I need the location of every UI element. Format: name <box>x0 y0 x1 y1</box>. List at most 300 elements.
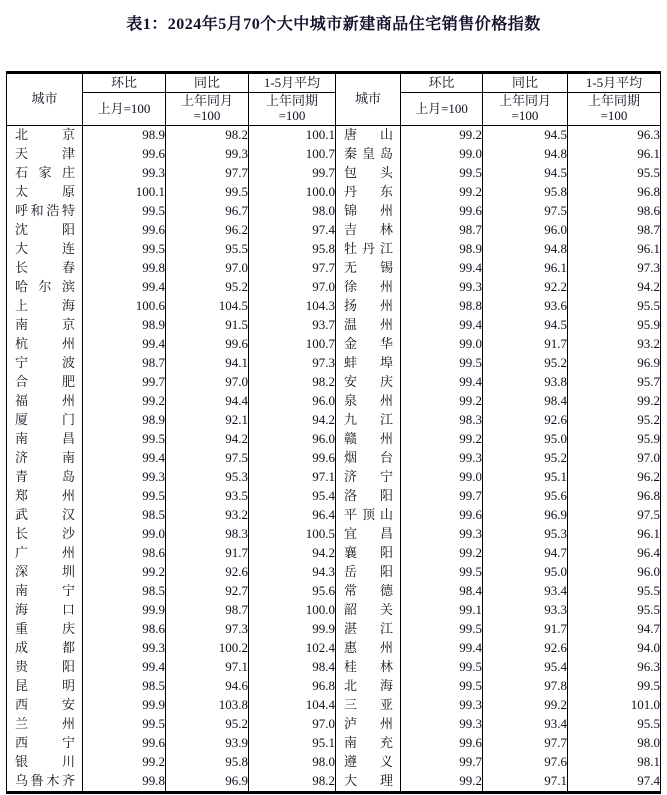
table-row <box>7 411 661 430</box>
mom-value-left: 98.9 <box>83 316 166 335</box>
city-cell-left <box>7 240 83 259</box>
yoy-value-right: 94.5 <box>483 316 568 335</box>
yoy-value-left: 95.2 <box>166 278 249 297</box>
yoy-value-right: 92.2 <box>483 278 568 297</box>
yoy-value-right: 95.0 <box>483 430 568 449</box>
mom-value-left: 99.3 <box>83 468 166 487</box>
mom-value-right: 99.0 <box>401 468 483 487</box>
yoy-value-left: 92.6 <box>166 563 249 582</box>
avg-value-right: 97.0 <box>568 449 661 468</box>
city-cell-left <box>7 506 83 525</box>
mom-value-left: 99.5 <box>83 240 166 259</box>
mom-value-left: 100.1 <box>83 183 166 202</box>
table-row <box>7 335 661 354</box>
avg-value-left: 98.0 <box>249 202 336 221</box>
table-row <box>7 183 661 202</box>
table-row <box>7 772 661 793</box>
city-name: 天 津 <box>15 146 75 162</box>
table-row <box>7 316 661 335</box>
mom-value-left: 98.5 <box>83 582 166 601</box>
mom-value-right: 99.5 <box>401 677 483 696</box>
city-cell-right <box>336 221 401 240</box>
mom-value-right: 99.3 <box>401 696 483 715</box>
city-cell-right <box>336 772 401 793</box>
city-cell-left <box>7 411 83 430</box>
table-row <box>7 240 661 259</box>
yoy-value-right: 94.5 <box>483 164 568 183</box>
mom-value-right: 99.6 <box>401 734 483 753</box>
mom-value-left: 99.6 <box>83 145 166 164</box>
avg-value-right: 96.3 <box>568 658 661 677</box>
mom-value-right: 99.6 <box>401 506 483 525</box>
table-row <box>7 563 661 582</box>
avg-value-left: 94.2 <box>249 411 336 430</box>
city-cell-left <box>7 354 83 373</box>
yoy-value-left: 93.9 <box>166 734 249 753</box>
city-name: 成 都 <box>15 640 75 656</box>
city-name: 福 州 <box>15 393 75 409</box>
yoy-value-right: 93.3 <box>483 601 568 620</box>
yoy-value-left: 95.8 <box>166 753 249 772</box>
city-name: 秦 皇 岛 <box>344 146 393 162</box>
city-name: 长 春 <box>15 260 75 276</box>
city-cell-right <box>336 411 401 430</box>
yoy-value-left: 92.7 <box>166 582 249 601</box>
city-cell-left <box>7 430 83 449</box>
city-name: 银 川 <box>15 754 75 770</box>
table-row <box>7 259 661 278</box>
avg-value-left: 98.4 <box>249 658 336 677</box>
avg-value-left: 95.4 <box>249 487 336 506</box>
city-name: 岳 阳 <box>344 564 393 580</box>
city-name: 赣 州 <box>344 431 393 447</box>
table-row <box>7 506 661 525</box>
avg-value-right: 95.5 <box>568 582 661 601</box>
city-cell-right <box>336 183 401 202</box>
city-cell-right <box>336 373 401 392</box>
city-cell-left <box>7 525 83 544</box>
city-cell-left <box>7 658 83 677</box>
city-cell-left <box>7 316 83 335</box>
avg-value-right: 95.2 <box>568 411 661 430</box>
yoy-value-right: 95.3 <box>483 525 568 544</box>
table-row <box>7 297 661 316</box>
yoy-value-right: 97.6 <box>483 753 568 772</box>
table-row <box>7 449 661 468</box>
city-cell-left <box>7 620 83 639</box>
mom-value-left: 99.3 <box>83 164 166 183</box>
avg-value-right: 96.1 <box>568 145 661 164</box>
city-cell-right <box>336 468 401 487</box>
city-cell-right <box>336 240 401 259</box>
yoy-value-left: 94.6 <box>166 677 249 696</box>
mom-value-right: 99.6 <box>401 202 483 221</box>
avg-value-right: 95.9 <box>568 430 661 449</box>
mom-value-right: 99.4 <box>401 639 483 658</box>
yoy-value-left: 98.7 <box>166 601 249 620</box>
city-cell-left <box>7 202 83 221</box>
mom-value-left: 99.5 <box>83 430 166 449</box>
city-name: 三 亚 <box>344 697 393 713</box>
city-name: 湛 江 <box>344 621 393 637</box>
avg-value-left: 94.3 <box>249 563 336 582</box>
avg-value-right: 99.2 <box>568 392 661 411</box>
avg-value-right: 94.2 <box>568 278 661 297</box>
avg-value-left: 96.0 <box>249 430 336 449</box>
yoy-value-left: 94.1 <box>166 354 249 373</box>
mom-value-right: 99.3 <box>401 525 483 544</box>
mom-value-right: 99.3 <box>401 715 483 734</box>
city-cell-left <box>7 335 83 354</box>
city-cell-right <box>336 696 401 715</box>
table-row <box>7 734 661 753</box>
city-name: 温 州 <box>344 317 393 333</box>
city-cell-left <box>7 715 83 734</box>
city-cell-right <box>336 639 401 658</box>
city-name: 深 圳 <box>15 564 75 580</box>
city-cell-left <box>7 373 83 392</box>
city-cell-left <box>7 639 83 658</box>
header-yoy-base-right: 上年同月 =100 <box>483 93 568 126</box>
table-row <box>7 278 661 297</box>
city-name: 青 岛 <box>15 469 75 485</box>
header-yoy-left: 同比 <box>166 73 249 93</box>
avg-value-right: 95.5 <box>568 297 661 316</box>
header-mom-base-left: 上月=100 <box>83 93 166 126</box>
city-cell-right <box>336 316 401 335</box>
city-cell-right <box>336 601 401 620</box>
table-row <box>7 430 661 449</box>
table-row <box>7 677 661 696</box>
city-cell-right <box>336 164 401 183</box>
city-name: 大 理 <box>344 773 393 789</box>
city-name: 吉 林 <box>344 222 393 238</box>
avg-value-right: 93.2 <box>568 335 661 354</box>
yoy-value-right: 98.4 <box>483 392 568 411</box>
city-name: 广 州 <box>15 545 75 561</box>
avg-value-left: 98.2 <box>249 772 336 793</box>
yoy-value-left: 99.3 <box>166 145 249 164</box>
city-name: 金 华 <box>344 336 393 352</box>
city-cell-right <box>336 715 401 734</box>
yoy-value-right: 92.6 <box>483 411 568 430</box>
avg-value-left: 104.4 <box>249 696 336 715</box>
avg-value-right: 95.9 <box>568 316 661 335</box>
mom-value-right: 99.5 <box>401 658 483 677</box>
city-cell-left <box>7 544 83 563</box>
city-name: 安 庆 <box>344 374 393 390</box>
yoy-value-right: 94.5 <box>483 126 568 146</box>
mom-value-right: 99.2 <box>401 544 483 563</box>
city-cell-left <box>7 601 83 620</box>
mom-value-right: 99.2 <box>401 126 483 146</box>
city-cell-left <box>7 677 83 696</box>
header-yoy-base-left: 上年同月 =100 <box>166 93 249 126</box>
city-name: 长 沙 <box>15 526 75 542</box>
yoy-value-left: 103.8 <box>166 696 249 715</box>
mom-value-right: 99.7 <box>401 753 483 772</box>
city-name: 蚌 埠 <box>344 355 393 371</box>
mom-value-right: 99.1 <box>401 601 483 620</box>
city-name: 韶 关 <box>344 602 393 618</box>
yoy-value-right: 94.7 <box>483 544 568 563</box>
avg-value-left: 98.0 <box>249 753 336 772</box>
yoy-value-left: 92.1 <box>166 411 249 430</box>
avg-value-right: 101.0 <box>568 696 661 715</box>
table-row <box>7 202 661 221</box>
avg-value-right: 97.5 <box>568 506 661 525</box>
yoy-value-left: 93.2 <box>166 506 249 525</box>
yoy-value-left: 95.2 <box>166 715 249 734</box>
mom-value-right: 99.5 <box>401 164 483 183</box>
yoy-value-left: 100.2 <box>166 639 249 658</box>
yoy-value-right: 95.1 <box>483 468 568 487</box>
avg-value-right: 96.4 <box>568 544 661 563</box>
yoy-value-left: 96.9 <box>166 772 249 793</box>
city-cell-right <box>336 677 401 696</box>
city-cell-right <box>336 145 401 164</box>
avg-value-left: 93.7 <box>249 316 336 335</box>
mom-value-left: 99.2 <box>83 753 166 772</box>
avg-value-right: 98.7 <box>568 221 661 240</box>
table-row <box>7 715 661 734</box>
city-cell-left <box>7 449 83 468</box>
city-cell-right <box>336 563 401 582</box>
mom-value-right: 99.2 <box>401 430 483 449</box>
city-name: 西 宁 <box>15 735 75 751</box>
city-cell-left <box>7 297 83 316</box>
table-row <box>7 696 661 715</box>
mom-value-right: 98.4 <box>401 582 483 601</box>
city-cell-left <box>7 487 83 506</box>
city-cell-left <box>7 582 83 601</box>
city-cell-right <box>336 449 401 468</box>
yoy-value-right: 93.4 <box>483 582 568 601</box>
city-name: 徐 州 <box>344 279 393 295</box>
city-name: 沈 阳 <box>15 222 75 238</box>
city-cell-right <box>336 658 401 677</box>
table-row <box>7 639 661 658</box>
city-cell-right <box>336 354 401 373</box>
avg-value-left: 97.4 <box>249 221 336 240</box>
yoy-value-right: 95.8 <box>483 183 568 202</box>
avg-value-left: 97.7 <box>249 259 336 278</box>
avg-value-right: 95.5 <box>568 715 661 734</box>
city-name: 西 安 <box>15 697 75 713</box>
avg-value-right: 99.5 <box>568 677 661 696</box>
avg-value-right: 94.0 <box>568 639 661 658</box>
yoy-value-right: 97.5 <box>483 202 568 221</box>
city-name: 九 江 <box>344 412 393 428</box>
avg-value-left: 98.2 <box>249 373 336 392</box>
yoy-value-right: 96.1 <box>483 259 568 278</box>
avg-value-right: 98.1 <box>568 753 661 772</box>
mom-value-right: 99.4 <box>401 259 483 278</box>
header-mom-left: 环比 <box>83 73 166 93</box>
city-cell-left <box>7 734 83 753</box>
mom-value-left: 99.5 <box>83 715 166 734</box>
mom-value-left: 98.5 <box>83 506 166 525</box>
table-row <box>7 487 661 506</box>
city-cell-right <box>336 430 401 449</box>
mom-value-left: 99.4 <box>83 278 166 297</box>
yoy-value-left: 94.2 <box>166 430 249 449</box>
city-name: 昆 明 <box>15 678 75 694</box>
table-row <box>7 126 661 146</box>
yoy-value-right: 97.1 <box>483 772 568 793</box>
avg-value-right: 94.7 <box>568 620 661 639</box>
avg-value-right: 96.8 <box>568 487 661 506</box>
yoy-value-left: 91.5 <box>166 316 249 335</box>
city-cell-left <box>7 468 83 487</box>
city-cell-right <box>336 506 401 525</box>
city-cell-right <box>336 335 401 354</box>
yoy-value-left: 96.7 <box>166 202 249 221</box>
city-name: 泉 州 <box>344 393 393 409</box>
city-cell-left <box>7 753 83 772</box>
table-row <box>7 354 661 373</box>
mom-value-right: 98.8 <box>401 297 483 316</box>
avg-value-right: 95.7 <box>568 373 661 392</box>
header-avg-base-left: 上年同期 =100 <box>249 93 336 126</box>
city-name: 泸 州 <box>344 716 393 732</box>
city-name: 宜 昌 <box>344 526 393 542</box>
avg-value-right: 96.1 <box>568 525 661 544</box>
yoy-value-left: 91.7 <box>166 544 249 563</box>
city-name: 兰 州 <box>15 716 75 732</box>
city-name: 北 京 <box>15 127 75 143</box>
yoy-value-right: 96.0 <box>483 221 568 240</box>
avg-value-left: 96.4 <box>249 506 336 525</box>
mom-value-left: 98.5 <box>83 677 166 696</box>
yoy-value-right: 93.8 <box>483 373 568 392</box>
mom-value-right: 99.2 <box>401 183 483 202</box>
city-name: 南 充 <box>344 735 393 751</box>
city-cell-right <box>336 259 401 278</box>
yoy-value-right: 93.4 <box>483 715 568 734</box>
city-cell-left <box>7 126 83 146</box>
mom-value-left: 99.9 <box>83 696 166 715</box>
yoy-value-left: 97.1 <box>166 658 249 677</box>
city-cell-right <box>336 487 401 506</box>
table-row <box>7 468 661 487</box>
city-name: 遵 义 <box>344 754 393 770</box>
yoy-value-right: 95.6 <box>483 487 568 506</box>
avg-value-right: 98.0 <box>568 734 661 753</box>
yoy-value-left: 97.0 <box>166 259 249 278</box>
city-cell-right <box>336 544 401 563</box>
city-name: 上 海 <box>15 298 75 314</box>
avg-value-left: 96.8 <box>249 677 336 696</box>
avg-value-left: 99.7 <box>249 164 336 183</box>
yoy-value-right: 92.6 <box>483 639 568 658</box>
mom-value-right: 98.3 <box>401 411 483 430</box>
city-cell-right <box>336 392 401 411</box>
city-cell-right <box>336 202 401 221</box>
table-row <box>7 544 661 563</box>
city-cell-right <box>336 620 401 639</box>
mom-value-right: 99.5 <box>401 354 483 373</box>
header-yoy-right: 同比 <box>483 73 568 93</box>
city-name: 包 头 <box>344 165 393 181</box>
mom-value-left: 99.2 <box>83 392 166 411</box>
city-cell-left <box>7 164 83 183</box>
city-name: 武 汉 <box>15 507 75 523</box>
city-cell-left <box>7 696 83 715</box>
mom-value-right: 99.7 <box>401 487 483 506</box>
avg-value-left: 96.0 <box>249 392 336 411</box>
table-header <box>7 73 661 126</box>
mom-value-left: 99.8 <box>83 772 166 793</box>
city-name: 北 海 <box>344 678 393 694</box>
yoy-value-left: 97.7 <box>166 164 249 183</box>
avg-value-right: 96.3 <box>568 126 661 146</box>
mom-value-right: 99.2 <box>401 772 483 793</box>
yoy-value-right: 97.7 <box>483 734 568 753</box>
mom-value-left: 99.6 <box>83 221 166 240</box>
city-name: 襄 阳 <box>344 545 393 561</box>
city-cell-right <box>336 734 401 753</box>
mom-value-left: 99.4 <box>83 449 166 468</box>
mom-value-left: 99.4 <box>83 335 166 354</box>
yoy-value-right: 96.9 <box>483 506 568 525</box>
city-name: 南 京 <box>15 317 75 333</box>
mom-value-left: 99.4 <box>83 658 166 677</box>
city-cell-left <box>7 772 83 793</box>
city-name: 大 连 <box>15 241 75 257</box>
yoy-value-right: 91.7 <box>483 620 568 639</box>
avg-value-left: 94.2 <box>249 544 336 563</box>
yoy-value-left: 96.2 <box>166 221 249 240</box>
avg-value-left: 97.0 <box>249 715 336 734</box>
page-title: 表1：2024年5月70个大中城市新建商品住宅销售价格指数 <box>126 16 541 33</box>
yoy-value-left: 95.5 <box>166 240 249 259</box>
city-cell-left <box>7 145 83 164</box>
mom-value-right: 99.0 <box>401 335 483 354</box>
city-cell-left <box>7 278 83 297</box>
table-row <box>7 601 661 620</box>
avg-value-right: 98.6 <box>568 202 661 221</box>
avg-value-left: 104.3 <box>249 297 336 316</box>
city-name: 烟 台 <box>344 450 393 466</box>
yoy-value-right: 95.4 <box>483 658 568 677</box>
mom-value-left: 100.6 <box>83 297 166 316</box>
city-name: 丹 东 <box>344 184 393 200</box>
mom-value-left: 98.6 <box>83 544 166 563</box>
table-row <box>7 164 661 183</box>
city-cell-right <box>336 278 401 297</box>
mom-value-left: 99.6 <box>83 734 166 753</box>
yoy-value-right: 99.2 <box>483 696 568 715</box>
avg-value-left: 95.6 <box>249 582 336 601</box>
city-cell-left <box>7 221 83 240</box>
yoy-value-right: 95.0 <box>483 563 568 582</box>
yoy-value-left: 98.2 <box>166 126 249 146</box>
city-name: 济 宁 <box>344 469 393 485</box>
city-name: 唐 山 <box>344 127 393 143</box>
city-cell-right <box>336 753 401 772</box>
yoy-value-right: 93.6 <box>483 297 568 316</box>
avg-value-left: 97.3 <box>249 354 336 373</box>
city-name: 呼 和 浩 特 <box>15 203 75 219</box>
mom-value-left: 99.3 <box>83 639 166 658</box>
city-name: 乌 鲁 木 齐 <box>15 773 75 789</box>
yoy-value-left: 97.0 <box>166 373 249 392</box>
avg-value-right: 96.0 <box>568 563 661 582</box>
city-cell-left <box>7 183 83 202</box>
header-mom-right: 环比 <box>401 73 483 93</box>
avg-value-left: 99.9 <box>249 620 336 639</box>
